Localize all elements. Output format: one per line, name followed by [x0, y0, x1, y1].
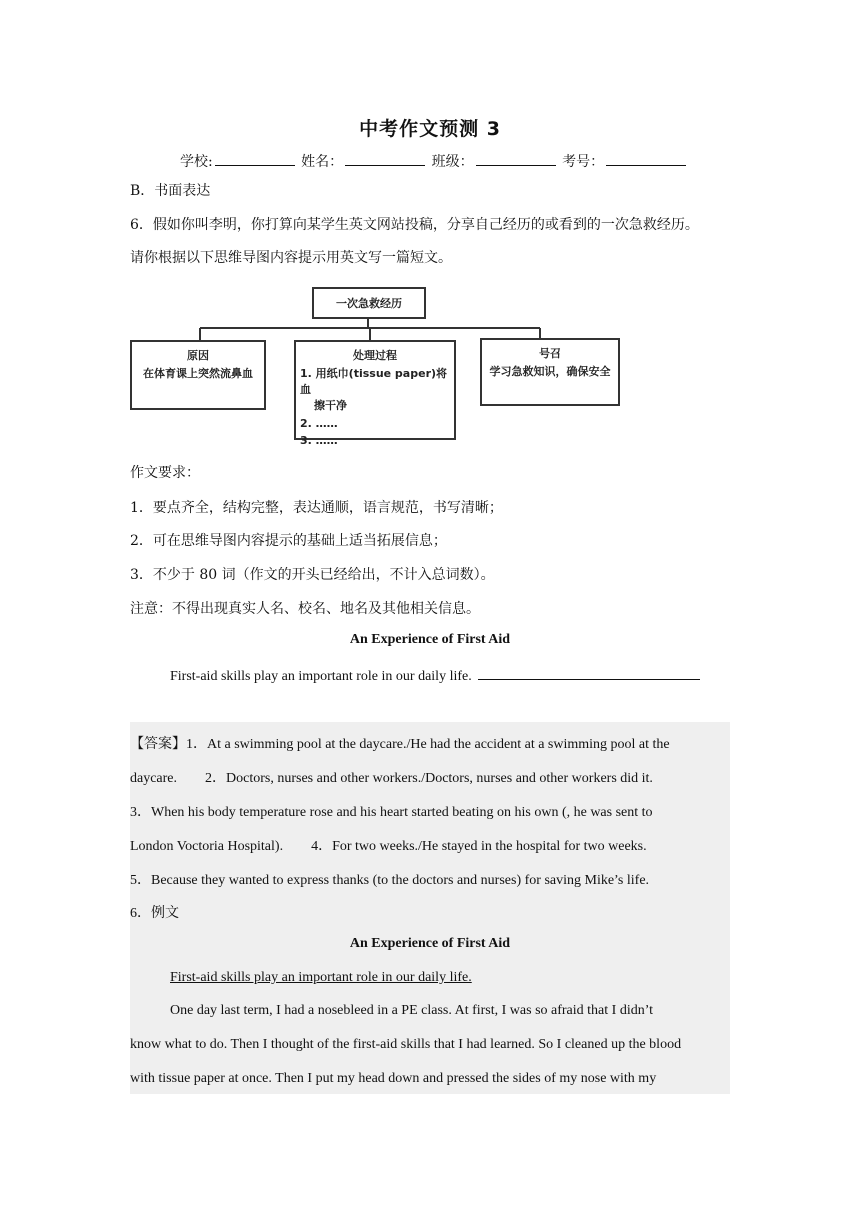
process-step-1-cont: 擦干净 [314, 399, 347, 412]
requirement-3: 3．不少于 80 词（作文的开头已经给出，不计入总词数）。 [130, 567, 495, 583]
mind-map-root [312, 287, 426, 319]
school-blank[interactable] [215, 151, 295, 166]
process-heading: 处理过程 [353, 349, 397, 362]
call-text: 学习急救知识，确保安全 [489, 365, 611, 378]
page-title: 中考作文预测 3 [359, 118, 501, 140]
name-blank[interactable] [345, 151, 425, 166]
mind-map-process-box [294, 340, 456, 447]
section-heading: B．书面表达 [130, 183, 211, 199]
sample-essay-line-2: know what to do. Then I thought of the first-aid skills that I had learned. So I cleaned up the blood [130, 1037, 682, 1052]
mind-map [128, 282, 628, 447]
cause-text: 在体育课上突然流鼻血 [143, 367, 253, 380]
process-step-1: 1. 用纸巾(tissue paper)将血 [300, 367, 448, 396]
class-blank[interactable] [476, 151, 556, 166]
sample-essay-line-1: One day last term, I had a nosebleed in a PE class. At first, I was so afraid that I didn’t [170, 1003, 654, 1018]
answer-line-1: 【答案】1．At a swimming pool at the daycare./He had the accident at a swimming pool at the [130, 737, 670, 752]
answer-line-2 [130, 767, 653, 787]
requirement-1: 1．要点齐全，结构完整，表达通顺，语言规范，书写清晰； [130, 500, 503, 516]
class-label: 班级： [431, 154, 474, 170]
number-label: 考号： [562, 154, 605, 170]
process-step-2: 2. …… [300, 417, 338, 430]
mind-map-cause-box [130, 340, 266, 410]
requirement-2: 2．可在思维导图内容提示的基础上适当拓展信息； [130, 533, 447, 549]
note-line: 注意：不得出现真实人名、校名、地名及其他相关信息。 [130, 601, 480, 617]
mind-map-call-box [480, 338, 620, 406]
answer-line-4 [130, 835, 647, 855]
answer-line-2a: daycare. [130, 771, 178, 786]
essay-title: An Experience of First Aid [349, 632, 511, 647]
sample-essay-line-3: with tissue paper at once. Then I put my head down and pressed the sides of my nose with my [130, 1071, 657, 1086]
answer-line-4a: London Voctoria Hospital). [130, 839, 284, 854]
student-info-row [180, 151, 688, 171]
answer-line-5: 5．Because they wanted to express thanks (to the doctors and nurses) for saving Mike’s life. [130, 873, 650, 888]
essay-opening: First-aid skills play an important role in our daily life. [170, 669, 472, 684]
number-blank[interactable] [606, 151, 686, 166]
question-line-1: 6．假如你叫李明，你打算向某学生英文网站投稿，分享自己经历的或看到的一次急救经历。 [130, 217, 699, 233]
cause-heading: 原因 [187, 349, 209, 362]
call-heading: 号召 [539, 347, 561, 360]
school-label: 学校: [180, 154, 213, 170]
answer-line-6: 6．例文 [130, 906, 179, 921]
question-line-2: 请你根据以下思维导图内容提示用英文写一篇短文。 [130, 250, 452, 266]
sample-essay-opening: First-aid skills play an important role in our daily life. [170, 970, 472, 985]
answer-line-4b: 4．For two weeks./He stayed in the hospital for two weeks. [311, 839, 647, 854]
requirements-heading: 作文要求： [130, 465, 200, 481]
essay-writing-blank[interactable] [478, 665, 700, 680]
sample-essay-title: An Experience of First Aid [349, 936, 511, 951]
name-label: 姓名： [301, 154, 344, 170]
root-label: 一次急救经历 [336, 297, 402, 310]
answer-line-3: 3．When his body temperature rose and his heart started beating on his own (, he was sent to [130, 805, 653, 820]
answer-line-2b: 2．Doctors, nurses and other workers./Doctors, nurses and other workers did it. [205, 771, 653, 786]
process-step-3: 3. …… [300, 434, 338, 447]
essay-opening-line [170, 665, 700, 685]
